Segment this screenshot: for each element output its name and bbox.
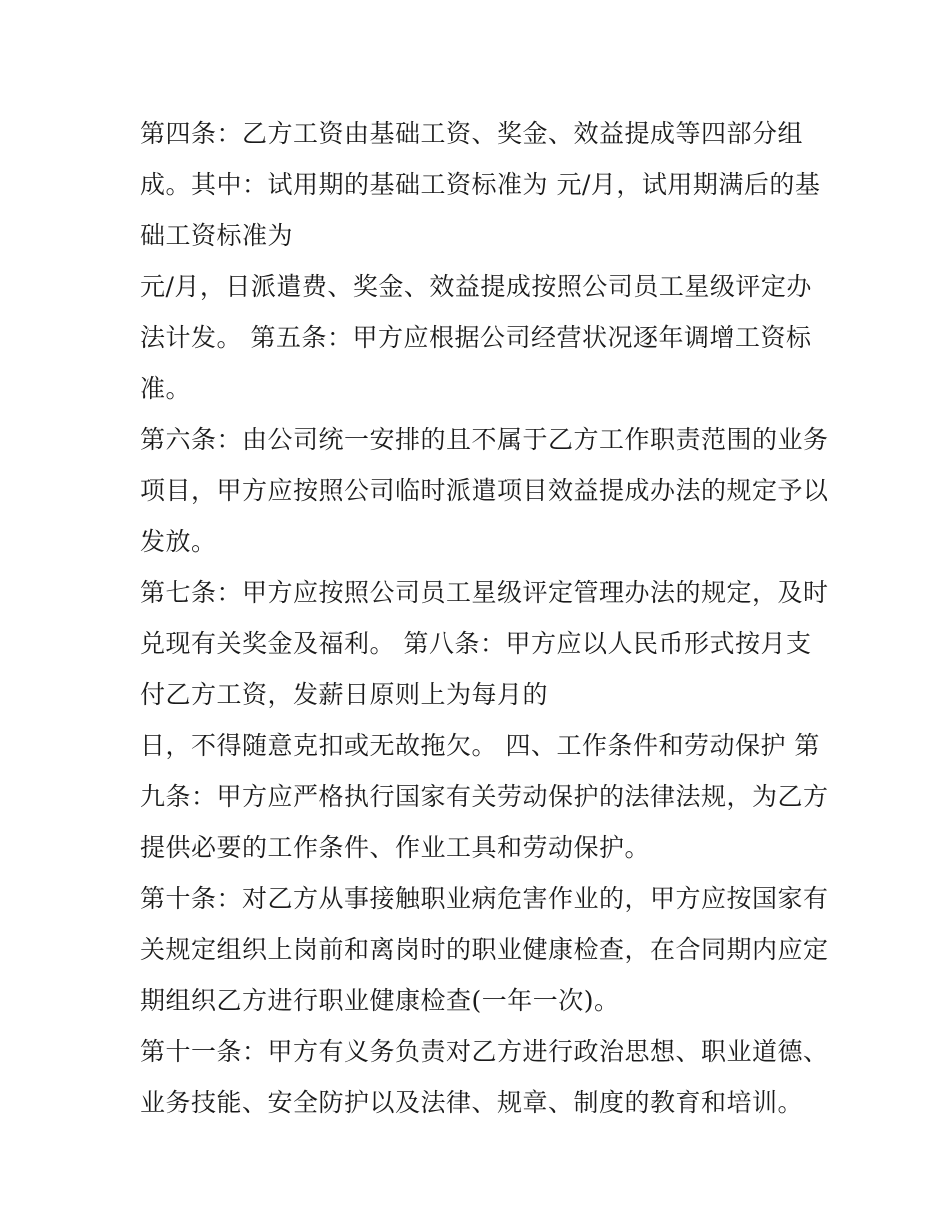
text-line: 准。 — [140, 374, 192, 403]
document-body — [140, 108, 829, 1128]
text-line: 提供必要的工作条件、作业工具和劳动保护。 — [140, 833, 651, 862]
text-line: 元/月，日派遣费、奖金、效益提成按照公司员工星级评定办 — [140, 272, 812, 301]
text-line: 第四条：乙方工资由基础工资、奖金、效益提成等四部分组 — [140, 119, 804, 148]
text-line: 兑现有关奖金及福利。 第八条：甲方应以人民币形式按月支 — [140, 629, 812, 658]
text-line: 付乙方工资，发薪日原则上为每月的 — [140, 680, 549, 709]
text-line: 法计发。 第五条：甲方应根据公司经营状况逐年调增工资标 — [140, 323, 812, 352]
text-line: 第十一条：甲方有义务负责对乙方进行政治思想、职业道德、 — [140, 1037, 829, 1066]
text-line: 发放。 — [140, 527, 217, 556]
text-line: 础工资标准为 — [140, 221, 294, 250]
text-line: 成。其中：试用期的基础工资标准为 元/月，试用期满后的基 — [140, 170, 821, 199]
text-line: 第六条：由公司统一安排的且不属于乙方工作职责范围的业务 — [140, 425, 829, 454]
text-line: 关规定组织上岗前和离岗时的职业健康检查，在合同期内应定 — [140, 935, 829, 964]
text-line: 业务技能、安全防护以及法律、规章、制度的教育和培训。 — [140, 1088, 804, 1117]
text-line: 九条：甲方应严格执行国家有关劳动保护的法律法规，为乙方 — [140, 782, 829, 811]
text-line: 日，不得随意克扣或无故拖欠。 四、工作条件和劳动保护 第 — [140, 731, 820, 760]
text-line: 第七条：甲方应按照公司员工星级评定管理办法的规定，及时 — [140, 578, 829, 607]
text-line: 项目，甲方应按照公司临时派遣项目效益提成办法的规定予以 — [140, 476, 829, 505]
text-line: 期组织乙方进行职业健康检查(一年一次)。 — [140, 986, 620, 1015]
text-line: 第十条：对乙方从事接触职业病危害作业的，甲方应按国家有 — [140, 884, 829, 913]
